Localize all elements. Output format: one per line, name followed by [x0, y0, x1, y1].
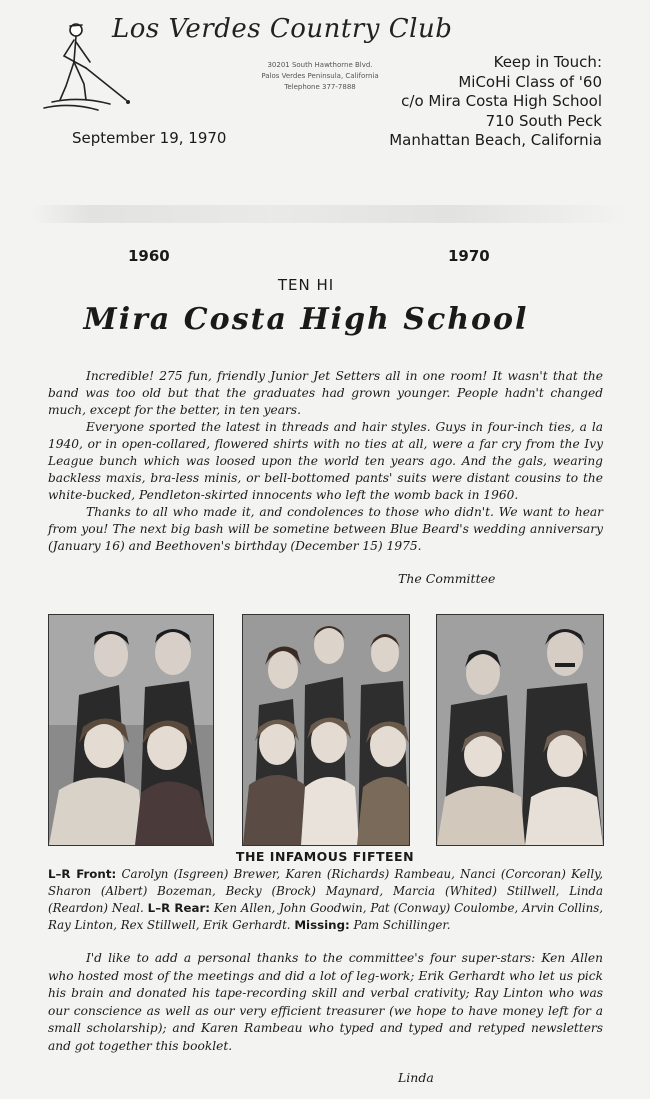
missing-names: Pam Schillinger.: [353, 918, 451, 932]
year-right: 1970: [448, 247, 490, 265]
group-photo-3: [436, 614, 604, 846]
photo-caption: [48, 866, 603, 934]
club-name: Los Verdes Country Club: [112, 14, 453, 44]
address-line: 710 South Peck: [485, 111, 602, 130]
missing-label: Missing:: [294, 918, 350, 932]
rear-label: L–R Rear:: [147, 901, 211, 915]
address-line: 30201 South Hawthorne Blvd.: [267, 61, 373, 69]
committee-signature: The Committee: [398, 571, 496, 586]
subtitle: TEN HI: [277, 276, 335, 294]
keep-in-touch-address: [389, 53, 602, 151]
address-line: Keep in Touch:: [493, 53, 602, 71]
address-line: c/o Mira Costa High School: [401, 92, 602, 110]
paragraph: Thanks to all who made it, and condolences to those who didn't. We want to hear from you! The next big bash will be sometine between Blue Beard's wedding anniversary (January 16) and Beethoven's birthday (December 15) 1975.: [48, 505, 603, 553]
address-line: MiCoHi Class of '60: [458, 72, 602, 91]
address-line: Palos Verdes Peninsula, California: [261, 72, 379, 80]
rear-names: Ken Allen, John Goodwin, Pat (Conway) Coulombe, Arvin Collins, Ray Linton, Rex Stillwell, Erik Gerhardt.: [48, 901, 604, 932]
photo-caption-title: THE INFAMOUS FIFTEEN: [235, 849, 415, 864]
club-address: [250, 60, 390, 93]
front-names: Carolyn (Isgreen) Brewer, Karen (Richards) Rambeau, Nanci (Corcoran) Kelly, Sharon (Albert) Bozeman, Becky (Brock) Maynard, Marcia (Whited) Stillwell, Linda (Reardon) Neal.: [48, 867, 603, 915]
paragraph: Incredible! 275 fun, friendly Junior Jet Setters all in one room! It wasn't that the band was too old but that the graduates had grown younger. People hadn't changed much, except for the better, in ten years.: [48, 369, 603, 417]
letter-date: September 19, 1970: [72, 129, 227, 147]
front-label: L–R Front:: [48, 867, 117, 881]
faded-bleedthrough: [30, 205, 630, 223]
address-line: Manhattan Beach, California: [389, 131, 602, 149]
thanks-paragraph: I'd like to add a personal thanks to the committee's four super-stars: Ken Allen who hosted most of the meetings and did a lot of leg-work; Erik Gerhardt who let us pick his brain and donated his tape-recording skill and verbal crativity; Ray Linton who was our conscience as well as our very efficient treasurer (we hope to have money left for a small scholarship); and Karen Rambeau who typed and typed and retyped newsletters and got together this booklet.: [48, 951, 603, 1053]
group-photo-2: [242, 614, 410, 846]
school-title: Mira Costa High School: [83, 302, 529, 337]
paragraph: Everyone sported the latest in threads and hair styles. Guys in four-inch ties, a la 1940, or in open-collared, flowered shirts with no ties at all, were a far cry from the Ivy League bunch which was loosed upon the world ten years ago. And the gals, wearing backless maxis, bra-less minis, or bell-bottomed pants' suits were distant cousins to the white-bucked, Pendleton-skirted innocents who left the womb back in 1960.: [48, 420, 603, 502]
year-left: 1960: [128, 247, 170, 265]
address-line: Telephone 377-7888: [284, 83, 356, 91]
body-text: [48, 368, 603, 555]
final-signature: Linda: [398, 1070, 434, 1085]
group-photo-1: [48, 614, 214, 846]
